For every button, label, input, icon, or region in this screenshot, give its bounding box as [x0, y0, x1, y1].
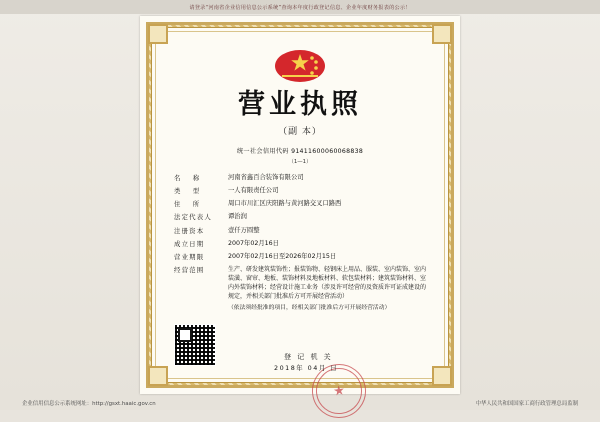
field-value: 河南省鑫百合装饰有限公司 — [228, 174, 304, 181]
field-row — [174, 252, 426, 262]
field-row — [174, 239, 426, 249]
field-row-scope-note — [174, 304, 426, 313]
field-label: 经营范围 — [174, 265, 205, 274]
field-label: 类 型 — [174, 187, 203, 196]
scope-note: （依法须经批准的项目，经相关部门批准后方可开展经营活动） — [228, 305, 391, 312]
bottom-left-text: 企业信用信息公示系统网址：http://gsxt.haaic.gov.cn — [22, 400, 156, 407]
field-value: 2007年02月16日至2026年02月15日 — [228, 252, 337, 260]
certificate-content — [160, 36, 440, 400]
top-banner — [0, 0, 600, 14]
field-label: 法定代表人 — [174, 213, 212, 222]
field-value: 谭治润 — [228, 213, 247, 221]
registry-authority-label: 登 记 机 关 — [284, 353, 333, 362]
star-icon: ★ — [332, 383, 346, 400]
field-label: 住 所 — [174, 200, 203, 209]
unified-code-line — [237, 146, 363, 155]
field-label: 成立日期 — [174, 239, 205, 248]
certificate-footer — [174, 318, 426, 400]
unified-code-label: 统一社会信用代码 — [236, 148, 289, 155]
field-value: 一人有限责任公司 — [228, 187, 279, 195]
field-value: 2007年02月16日 — [228, 239, 279, 247]
bottom-strip — [0, 395, 600, 410]
copy-index: （1—1） — [288, 159, 312, 165]
field-label: 注册资本 — [174, 226, 205, 235]
field-value: 壹仟万圆整 — [228, 226, 260, 234]
issue-date: 2018年 04月 日 — [274, 364, 339, 372]
field-row — [174, 173, 426, 183]
field-value: 生产、研发建筑装饰性；报装饰物、轻钢床上用品、服装、室内装饰、室内装潢、窗帘、地板、装饰材料及地板材料、软包装材料；建筑装饰材料、室内外装饰材料；经营设计施工业务（涉及许可经营的及资质许可证成建设的规定，并相关部门批准后方可开展经营活动） — [228, 265, 427, 300]
field-label: 名 称 — [174, 174, 203, 182]
field-row — [174, 199, 426, 209]
certificate-subtitle: （副 本） — [278, 127, 322, 137]
page-title: 营业执照 — [238, 89, 362, 120]
national-emblem-icon — [273, 48, 327, 84]
qr-code — [174, 324, 216, 366]
field-row-scope — [174, 265, 426, 301]
business-license-certificate — [140, 16, 460, 400]
field-row — [174, 186, 426, 196]
field-value: 周口市川汇区庆阳路与黄河路交叉口路西 — [228, 200, 342, 208]
field-row — [174, 212, 426, 222]
field-table — [174, 173, 426, 316]
unified-code-value: 91411600060068838 — [291, 148, 364, 155]
bottom-right-text: 中华人民共和国国家工商行政管理总局监制 — [475, 400, 578, 407]
top-banner-text: 请登录“河南省企业信用信息公示系统”查询本年度行政登记信息、企业年度财务报表的公示！ — [189, 4, 411, 11]
field-row — [174, 226, 426, 236]
field-label: 营业期限 — [174, 252, 205, 261]
